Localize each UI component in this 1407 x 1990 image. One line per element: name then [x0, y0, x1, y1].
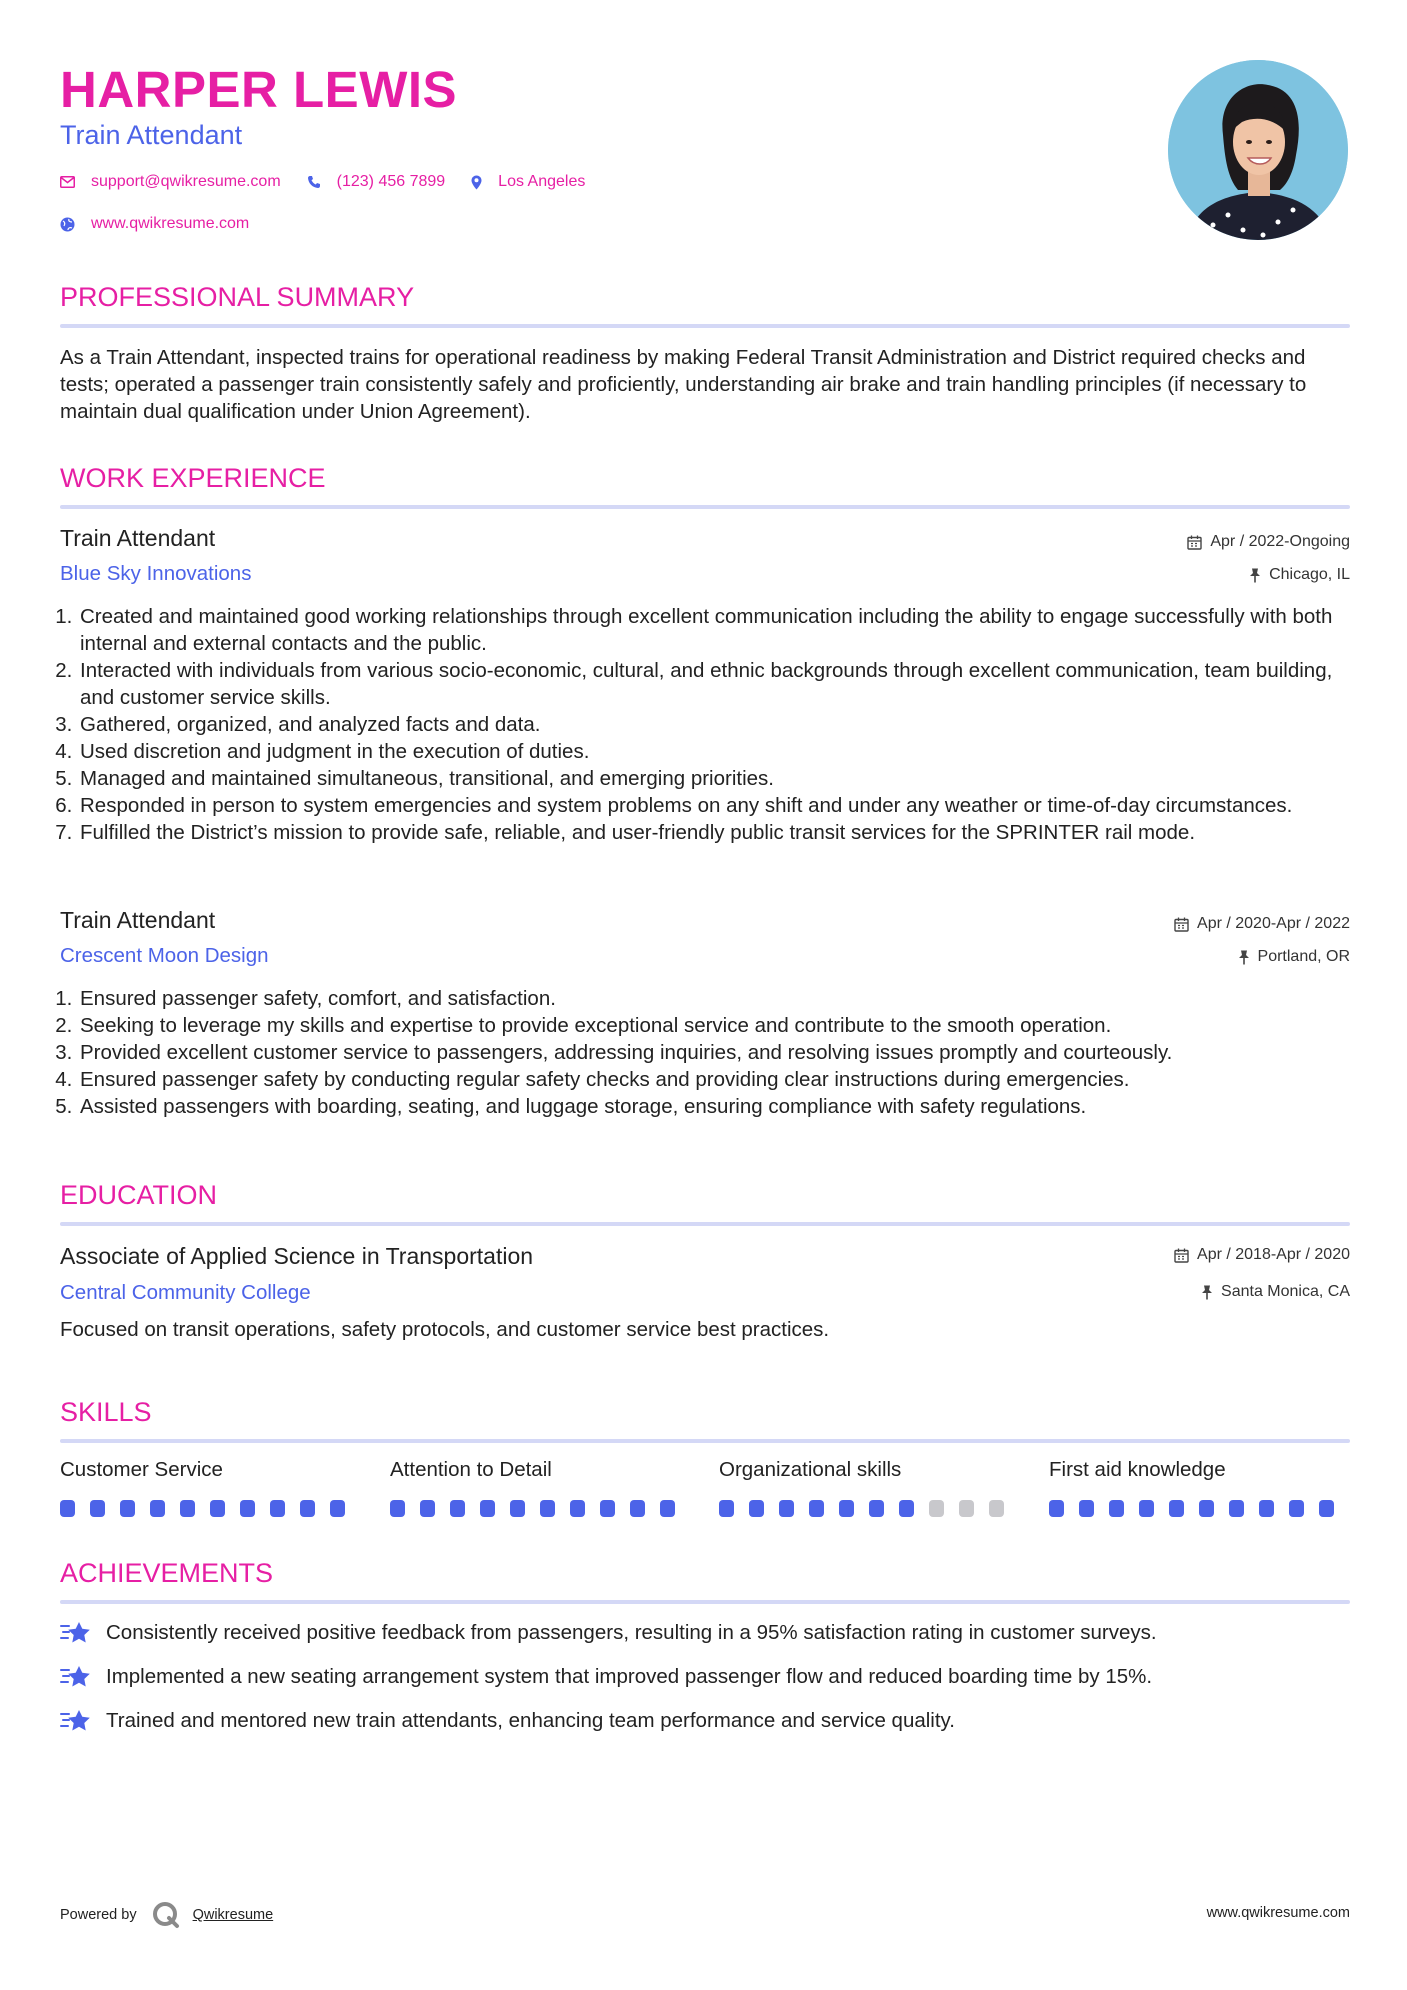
email-text: support@qwikresume.com: [91, 173, 281, 190]
skill-dot-filled: [1139, 1500, 1154, 1517]
skill-dot-filled: [570, 1500, 585, 1517]
achievement-item: [60, 1707, 955, 1735]
calendar-icon: [1187, 535, 1202, 550]
job-2-bullets: [60, 985, 1368, 1120]
education-dates: [1174, 1244, 1350, 1266]
skill-dot-filled: [150, 1500, 165, 1517]
skill-dot-filled: [420, 1500, 435, 1517]
job-2-dates-text: Apr / 2020-Apr / 2022: [1197, 915, 1350, 932]
skill-dot-filled: [1079, 1500, 1094, 1517]
list-item: 5. Assisted passengers with boarding, seating, and luggage storage, ensuring compliance with safety regulations.: [78, 1093, 1368, 1120]
skill-dot-filled: [899, 1500, 914, 1517]
list-item: 6. Responded in person to system emergencies and system problems on any shift and under any weather or time-of-day circumstances.: [78, 792, 1368, 819]
star-icon: [60, 1708, 92, 1734]
skill-dot-filled: [450, 1500, 465, 1517]
experience-heading: WORK EXPERIENCE: [60, 463, 326, 493]
skill-dot-filled: [869, 1500, 884, 1517]
website-text: www.qwikresume.com: [91, 215, 250, 232]
skill-dot-filled: [1259, 1500, 1274, 1517]
skills-section-header: [60, 1395, 1350, 1443]
profile-photo: [1168, 60, 1348, 240]
calendar-icon: [1174, 917, 1189, 932]
education-location-text: Santa Monica, CA: [1221, 1283, 1350, 1300]
skill-item: [1049, 1456, 1349, 1517]
job-1-title: Train Attendant: [60, 525, 216, 551]
section-divider: [60, 505, 1350, 509]
skill-label: First aid knowledge: [1049, 1458, 1226, 1481]
envelope-icon: [60, 176, 75, 188]
experience-section-header: [60, 461, 1350, 509]
list-item: 1. Created and maintained good working relationships through excellent communication including the ability to engage successfully with both internal and external contacts and the public.: [78, 603, 1368, 657]
skill-dot-filled: [240, 1500, 255, 1517]
star-icon: [60, 1620, 92, 1646]
job-2-location: [1238, 946, 1350, 968]
skill-label: Customer Service: [60, 1458, 223, 1481]
education-location: [1201, 1281, 1350, 1303]
job-1-bullets: [60, 603, 1368, 846]
education-degree: Associate of Applied Science in Transportation: [60, 1243, 534, 1269]
candidate-name: HARPER LEWIS: [60, 61, 458, 118]
pushpin-icon: [1201, 1285, 1213, 1300]
skill-dot-filled: [1229, 1500, 1244, 1517]
skill-label: Organizational skills: [719, 1458, 902, 1481]
achievement-item: [60, 1619, 1157, 1647]
skill-dot-filled: [480, 1500, 495, 1517]
summary-section-header: [60, 280, 1350, 328]
skill-dot-filled: [779, 1500, 794, 1517]
skill-dot-filled: [809, 1500, 824, 1517]
education-heading: EDUCATION: [60, 1180, 218, 1210]
skill-dot-filled: [1289, 1500, 1304, 1517]
contact-website[interactable]: [60, 215, 249, 233]
skill-dot-filled: [660, 1500, 675, 1517]
contact-location: [471, 173, 585, 191]
skill-dot-filled: [210, 1500, 225, 1517]
summary-heading: PROFESSIONAL SUMMARY: [60, 282, 415, 312]
qwikresume-logo-icon: [151, 1900, 181, 1930]
job-2-company: Crescent Moon Design: [60, 944, 269, 967]
skill-dot-filled: [120, 1500, 135, 1517]
achievement-text: Trained and mentored new train attendants, enhancing team performance and service quality.: [106, 1709, 955, 1732]
job-1-dates: [1187, 531, 1350, 553]
job-1-location-text: Chicago, IL: [1269, 566, 1350, 583]
skill-dot-filled: [600, 1500, 615, 1517]
skill-dot-filled: [300, 1500, 315, 1517]
section-divider: [60, 1222, 1350, 1226]
skill-rating: [1049, 1500, 1349, 1517]
phone-text: (123) 456 7899: [336, 173, 446, 190]
candidate-title: Train Attendant: [60, 120, 243, 150]
section-divider: [60, 1439, 1350, 1443]
list-item: 7. Fulfilled the District’s mission to provide safe, reliable, and user-friendly public transit services for the SPRINTER rail mode.: [78, 819, 1368, 846]
skill-dot-filled: [749, 1500, 764, 1517]
skill-dot-filled: [1199, 1500, 1214, 1517]
brand-link[interactable]: Qwikresume: [192, 1907, 274, 1923]
skill-rating: [719, 1500, 1019, 1517]
location-text: Los Angeles: [498, 173, 586, 190]
map-pin-icon: [471, 175, 482, 190]
education-dates-text: Apr / 2018-Apr / 2020: [1197, 1246, 1350, 1263]
skill-label: Attention to Detail: [390, 1458, 552, 1481]
skill-item: [60, 1456, 360, 1517]
pushpin-icon: [1238, 950, 1250, 965]
achievements-section-header: [60, 1556, 1350, 1604]
calendar-icon: [1174, 1248, 1189, 1263]
skill-dot-filled: [540, 1500, 555, 1517]
skill-dot-filled: [839, 1500, 854, 1517]
contact-row-2: [60, 215, 275, 233]
skill-dot-filled: [1109, 1500, 1124, 1517]
job-1-company: Blue Sky Innovations: [60, 562, 252, 585]
contact-row: [60, 173, 611, 191]
list-item: 2. Interacted with individuals from various socio-economic, cultural, and ethnic backgrounds through excellent communication, team building, and customer service skills.: [78, 657, 1368, 711]
education-section-header: [60, 1178, 1350, 1226]
skill-dot-filled: [90, 1500, 105, 1517]
skill-dot-filled: [1049, 1500, 1064, 1517]
skill-rating: [60, 1500, 360, 1517]
skill-dot-filled: [330, 1500, 345, 1517]
skills-heading: SKILLS: [60, 1397, 152, 1427]
skill-dot-filled: [270, 1500, 285, 1517]
job-2-location-text: Portland, OR: [1257, 948, 1350, 965]
skill-dot-filled: [1319, 1500, 1334, 1517]
summary-text: As a Train Attendant, inspected trains for operational readiness by making Federal Transit Administration and District required checks and tests; operated a passenger train consistently safely and proficiently, understanding air brake and train handling principles (if necessary to maintain dual qualification under Union Agreement).: [60, 346, 1307, 423]
skill-dot-filled: [60, 1500, 75, 1517]
skill-rating: [390, 1500, 690, 1517]
achievement-item: [60, 1663, 1152, 1691]
achievement-text: Consistently received positive feedback from passengers, resulting in a 95% satisfaction rating in customer surveys.: [106, 1621, 1157, 1644]
globe-icon: [60, 217, 75, 232]
contact-email[interactable]: [60, 173, 281, 191]
phone-icon: [307, 175, 321, 189]
skill-dot-filled: [630, 1500, 645, 1517]
list-item: 5. Managed and maintained simultaneous, transitional, and emerging priorities.: [78, 765, 1368, 792]
skill-dot-empty: [929, 1500, 944, 1517]
job-2-dates: [1174, 913, 1350, 935]
star-icon: [60, 1664, 92, 1690]
section-divider: [60, 1600, 1350, 1604]
skill-dot-empty: [959, 1500, 974, 1517]
skill-item: [719, 1456, 1019, 1517]
skill-dot-empty: [989, 1500, 1004, 1517]
skill-item: [390, 1456, 690, 1517]
list-item: 4. Ensured passenger safety by conducting regular safety checks and providing clear instructions during emergencies.: [78, 1066, 1368, 1093]
section-divider: [60, 324, 1350, 328]
skill-dot-filled: [719, 1500, 734, 1517]
list-item: 3. Gathered, organized, and analyzed facts and data.: [78, 711, 1368, 738]
skill-dot-filled: [180, 1500, 195, 1517]
job-1-dates-text: Apr / 2022-Ongoing: [1210, 533, 1350, 550]
achievements-heading: ACHIEVEMENTS: [60, 1558, 274, 1588]
resume-page: [60, 0, 1350, 1990]
job-2-title: Train Attendant: [60, 907, 216, 933]
profile-photo-illustration: [1168, 60, 1348, 240]
skill-dot-filled: [390, 1500, 405, 1517]
list-item: 4. Used discretion and judgment in the execution of duties.: [78, 738, 1368, 765]
education-description: Focused on transit operations, safety protocols, and customer service best practices.: [60, 1318, 830, 1341]
powered-by-text: Powered by: [60, 1907, 137, 1923]
pushpin-icon: [1249, 568, 1261, 583]
contact-phone[interactable]: [307, 173, 446, 191]
list-item: 3. Provided excellent customer service to passengers, addressing inquiries, and resolving issues promptly and courteously.: [78, 1039, 1368, 1066]
footer-powered-by: [60, 1900, 273, 1930]
list-item: 2. Seeking to leverage my skills and expertise to provide exceptional service and contribute to the smooth operation.: [78, 1012, 1368, 1039]
job-1-location: [1249, 564, 1350, 586]
education-school: Central Community College: [60, 1281, 311, 1304]
achievement-text: Implemented a new seating arrangement system that improved passenger flow and reduced boarding time by 15%.: [106, 1665, 1153, 1688]
list-item: 1. Ensured passenger safety, comfort, and satisfaction.: [78, 985, 1368, 1012]
skill-dot-filled: [1169, 1500, 1184, 1517]
skill-dot-filled: [510, 1500, 525, 1517]
footer-url[interactable]: www.qwikresume.com: [1206, 1905, 1350, 1921]
